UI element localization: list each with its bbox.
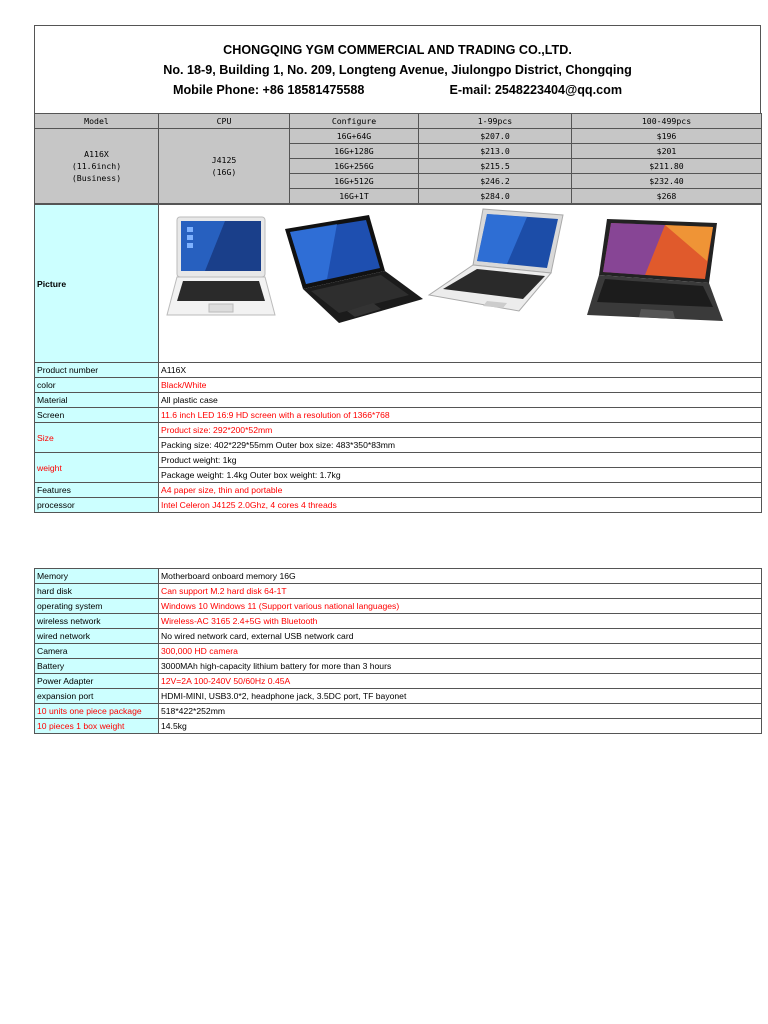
- spec2-value: 300,000 HD camera: [159, 644, 762, 659]
- spec-label-material: Material: [35, 393, 159, 408]
- price-100-499: $232.40: [572, 174, 762, 189]
- cpu-ram: (16G): [211, 167, 237, 177]
- table-row: [35, 704, 762, 719]
- spec2-label: Battery: [35, 659, 159, 674]
- picture-row: [35, 205, 762, 363]
- email-text: E-mail: 2548223404@qq.com: [449, 83, 623, 97]
- spec-value-product-weight: Product weight: 1kg: [159, 453, 762, 468]
- spec-label-product-number: Product number: [35, 363, 159, 378]
- spec-value-features: A4 paper size, thin and portable: [159, 483, 762, 498]
- company-address: No. 18-9, Building 1, No. 209, Longteng Avenue, Jiulongpo District, Chongqing: [163, 63, 632, 77]
- table-row: [35, 498, 762, 513]
- spec-value-material: All plastic case: [159, 393, 762, 408]
- table-row: [35, 629, 762, 644]
- price-1-99: $213.0: [419, 144, 572, 159]
- spec-value-product-size: Product size: 292*200*52mm: [159, 423, 762, 438]
- table-row: [35, 689, 762, 704]
- spec2-label: wireless network: [35, 614, 159, 629]
- phone-text: Mobile Phone: +86 18581475588: [172, 83, 365, 97]
- spec2-label: operating system: [35, 599, 159, 614]
- config-cell: 16G+128G: [290, 144, 419, 159]
- laptop-white-front-image: [165, 215, 277, 327]
- table-row: [35, 129, 762, 144]
- table-row: [35, 423, 762, 438]
- table-row: [35, 719, 762, 734]
- spec2-value: Windows 10 Windows 11 (Support various national languages): [159, 599, 762, 614]
- price-100-499: $196: [572, 129, 762, 144]
- price-1-99: $215.5: [419, 159, 572, 174]
- table-row: [35, 408, 762, 423]
- price-table: [34, 113, 762, 204]
- spec-value-packing-size: Packing size: 402*229*55mm Outer box size: 483*350*83mm: [159, 438, 762, 453]
- spec2-label: wired network: [35, 629, 159, 644]
- picture-label: Picture: [35, 205, 159, 363]
- col-header-1-99: 1-99pcs: [419, 114, 572, 129]
- col-header-cpu: CPU: [159, 114, 290, 129]
- config-cell: 16G+1T: [290, 189, 419, 204]
- spec2-value: Wireless-AC 3165 2.4+5G with Bluetooth: [159, 614, 762, 629]
- config-cell: 16G+512G: [290, 174, 419, 189]
- contact-line: [35, 80, 760, 100]
- spec2-value: No wired network card, external USB network card: [159, 629, 762, 644]
- table-row: [35, 378, 762, 393]
- table-row: [35, 483, 762, 498]
- spec-label-size: Size: [35, 423, 159, 453]
- spec-value-package-weight: Package weight: 1.4kg Outer box weight: 1.7kg: [159, 468, 762, 483]
- price-1-99: $207.0: [419, 129, 572, 144]
- spec-label-color: color: [35, 378, 159, 393]
- spec2-value: 518*422*252mm: [159, 704, 762, 719]
- config-cell: 16G+256G: [290, 159, 419, 174]
- price-100-499: $211.80: [572, 159, 762, 174]
- spec-table-2: [34, 568, 762, 734]
- col-header-100-499: 100-499pcs: [572, 114, 762, 129]
- spec-label-processor: processor: [35, 498, 159, 513]
- laptop-silver-angled-image: [427, 207, 575, 319]
- spec-value-processor: Intel Celeron J4125 2.0Ghz, 4 cores 4 threads: [159, 498, 762, 513]
- table-row: [35, 393, 762, 408]
- table-row: [35, 363, 762, 378]
- spec-value-color: Black/White: [159, 378, 762, 393]
- col-header-model: Model: [35, 114, 159, 129]
- price-1-99: $246.2: [419, 174, 572, 189]
- table-row: [35, 674, 762, 689]
- spec2-label: 10 units one piece package: [35, 704, 159, 719]
- price-header-row: [35, 114, 762, 129]
- table-row: [35, 599, 762, 614]
- table-row: [35, 614, 762, 629]
- company-header: [34, 25, 761, 113]
- spec2-label: Memory: [35, 569, 159, 584]
- spec2-value: HDMI-MINI, USB3.0*2, headphone jack, 3.5DC port, TF bayonet: [159, 689, 762, 704]
- picture-cell: [159, 205, 762, 363]
- laptop-grey-colorful-image: [585, 217, 725, 329]
- spec2-label: expansion port: [35, 689, 159, 704]
- spec2-label: Camera: [35, 644, 159, 659]
- price-1-99: $284.0: [419, 189, 572, 204]
- table-row: [35, 584, 762, 599]
- table-row: [35, 644, 762, 659]
- spec2-value: 12V=2A 100-240V 50/60Hz 0.45A: [159, 674, 762, 689]
- price-100-499: $201: [572, 144, 762, 159]
- spec2-label: hard disk: [35, 584, 159, 599]
- price-sheet: [34, 25, 761, 513]
- spec2-value: Can support M.2 hard disk 64-1T: [159, 584, 762, 599]
- laptop-black-angled-image: [277, 213, 427, 325]
- spec-table: [34, 204, 762, 513]
- col-header-configure: Configure: [290, 114, 419, 129]
- model-name: A116X: [84, 149, 109, 159]
- table-row: [35, 453, 762, 468]
- table-row: [35, 659, 762, 674]
- table-row: [35, 569, 762, 584]
- cpu-name: J4125: [211, 155, 237, 165]
- price-100-499: $268: [572, 189, 762, 204]
- cpu-cell: [159, 129, 290, 204]
- spec-value-product-number: A116X: [159, 363, 762, 378]
- spec2-value: 3000MAh high-capacity lithium battery for more than 3 hours: [159, 659, 762, 674]
- config-cell: 16G+64G: [290, 129, 419, 144]
- spec2-label: 10 pieces 1 box weight: [35, 719, 159, 734]
- spec-label-screen: Screen: [35, 408, 159, 423]
- spec2-value: 14.5kg: [159, 719, 762, 734]
- spec-value-screen: 11.6 inch LED 16:9 HD screen with a resolution of 1366*768: [159, 408, 762, 423]
- company-name: CHONGQING YGM COMMERCIAL AND TRADING CO.,LTD.: [223, 43, 572, 57]
- spec-table-2-wrapper: [34, 568, 761, 734]
- model-size: (11.6inch): [71, 161, 122, 171]
- model-type: (Business): [71, 173, 122, 183]
- spec2-label: Power Adapter: [35, 674, 159, 689]
- spec-label-features: Features: [35, 483, 159, 498]
- spec-label-weight: weight: [35, 453, 159, 483]
- spec2-value: Motherboard onboard memory 16G: [159, 569, 762, 584]
- model-cell: [35, 129, 159, 204]
